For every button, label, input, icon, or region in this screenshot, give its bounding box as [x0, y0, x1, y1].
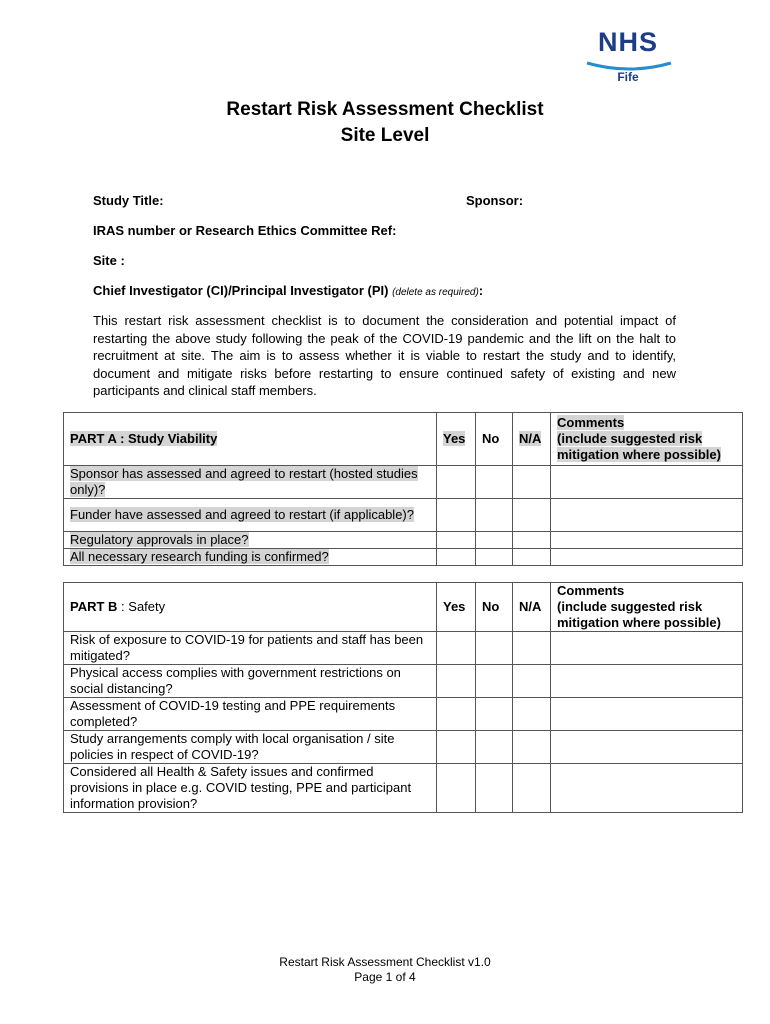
checklist-item: Study arrangements comply with local organisation / site policies in respect of COVID-19? [64, 731, 437, 764]
yes-cell[interactable] [437, 764, 476, 813]
no-cell[interactable] [476, 466, 513, 499]
part-a-title: PART A : Study Viability [70, 431, 218, 446]
intro-paragraph: This restart risk assessment checklist is to document the consideration and potential impact of restarting the above study following the peak of the COVID-19 pandemic and the lift on the halt to recruitment at site. The aim is to assess whether it is viable to restart the study and to identify, document and mitigate risks before restarting to ensure continued safety of existing and new participants and clinical staff members. [93, 313, 676, 399]
part-b-table [63, 582, 743, 813]
no-cell[interactable] [476, 665, 513, 698]
table-row [64, 698, 743, 731]
table-row [64, 665, 743, 698]
part-b-title-rest: : Safety [117, 599, 166, 614]
part-a-table [63, 412, 743, 566]
nhs-fife-logo [583, 27, 675, 87]
comments-cell[interactable] [551, 665, 743, 698]
footer-version: Restart Risk Assessment Checklist v1.0 [279, 955, 491, 969]
comments-cell[interactable] [551, 466, 743, 499]
na-cell[interactable] [513, 499, 551, 532]
table-row [64, 764, 743, 813]
investigator-colon: : [478, 283, 484, 298]
comments-cell[interactable] [551, 731, 743, 764]
no-cell[interactable] [476, 532, 513, 549]
no-cell[interactable] [476, 499, 513, 532]
yes-cell[interactable] [437, 549, 476, 566]
part-b-title-cell [64, 583, 437, 632]
checklist-item: Considered all Health & Safety issues and confirmed provisions in place e.g. COVID testing, PPE and participant information provision? [64, 764, 437, 813]
document-subtitle: Site Level [340, 125, 430, 146]
yes-cell[interactable] [437, 532, 476, 549]
site-label: Site : [93, 253, 125, 268]
comments-cell[interactable] [551, 698, 743, 731]
na-cell[interactable] [513, 764, 551, 813]
no-cell[interactable] [476, 632, 513, 665]
part-b-header-row [64, 583, 743, 632]
part-a-na-header: N/A [513, 413, 551, 466]
footer-page-number: Page 1 of 4 [354, 970, 416, 984]
part-b-no-header: No [476, 583, 513, 632]
part-a-no-header: No [476, 413, 513, 466]
sponsor-label: Sponsor: [466, 193, 524, 208]
part-a-title-cell [64, 413, 437, 466]
checklist-item: Sponsor has assessed and agreed to restart (hosted studies only)? [64, 466, 437, 499]
checklist-item: Funder have assessed and agreed to restart (if applicable)? [64, 499, 437, 532]
logo-region: Fife [617, 70, 639, 84]
part-b-comments-header: Comments (include suggested risk mitigation where possible) [551, 583, 743, 632]
part-b-title: PART B [70, 599, 118, 614]
table-row [64, 532, 743, 549]
table-row [64, 466, 743, 499]
no-cell[interactable] [476, 698, 513, 731]
na-cell[interactable] [513, 665, 551, 698]
comments-cell[interactable] [551, 549, 743, 566]
part-a-comments-header: Comments (include suggested risk mitigation where possible) [551, 413, 743, 466]
checklist-item: All necessary research funding is confirmed? [64, 549, 437, 566]
part-a-yes-header: Yes [437, 413, 476, 466]
comments-cell[interactable] [551, 532, 743, 549]
part-b-na-header: N/A [513, 583, 551, 632]
no-cell[interactable] [476, 764, 513, 813]
checklist-item: Risk of exposure to COVID-19 for patients and staff has been mitigated? [64, 632, 437, 665]
na-cell[interactable] [513, 532, 551, 549]
table-row [64, 632, 743, 665]
checklist-item: Assessment of COVID-19 testing and PPE requirements completed? [64, 698, 437, 731]
investigator-label [93, 283, 483, 298]
yes-cell[interactable] [437, 698, 476, 731]
iras-label: IRAS number or Research Ethics Committee Ref: [93, 223, 397, 238]
comments-cell[interactable] [551, 499, 743, 532]
table-row [64, 549, 743, 566]
yes-cell[interactable] [437, 632, 476, 665]
yes-cell[interactable] [437, 466, 476, 499]
table-row [64, 499, 743, 532]
comments-cell[interactable] [551, 764, 743, 813]
part-a-header-row [64, 413, 743, 466]
na-cell[interactable] [513, 698, 551, 731]
no-cell[interactable] [476, 731, 513, 764]
part-b-yes-header: Yes [437, 583, 476, 632]
investigator-label-text: Chief Investigator (CI)/Principal Investigator (PI) [93, 283, 389, 298]
checklist-item: Physical access complies with government restrictions on social distancing? [64, 665, 437, 698]
comments-cell[interactable] [551, 632, 743, 665]
study-title-label: Study Title: [93, 193, 164, 208]
yes-cell[interactable] [437, 499, 476, 532]
yes-cell[interactable] [437, 665, 476, 698]
checklist-item: Regulatory approvals in place? [64, 532, 437, 549]
na-cell[interactable] [513, 466, 551, 499]
no-cell[interactable] [476, 549, 513, 566]
na-cell[interactable] [513, 731, 551, 764]
investigator-note: (delete as required) [392, 287, 479, 298]
yes-cell[interactable] [437, 731, 476, 764]
document-title: Restart Risk Assessment Checklist [226, 99, 544, 120]
table-row [64, 731, 743, 764]
na-cell[interactable] [513, 549, 551, 566]
logo-brand: NHS [597, 27, 658, 57]
na-cell[interactable] [513, 632, 551, 665]
